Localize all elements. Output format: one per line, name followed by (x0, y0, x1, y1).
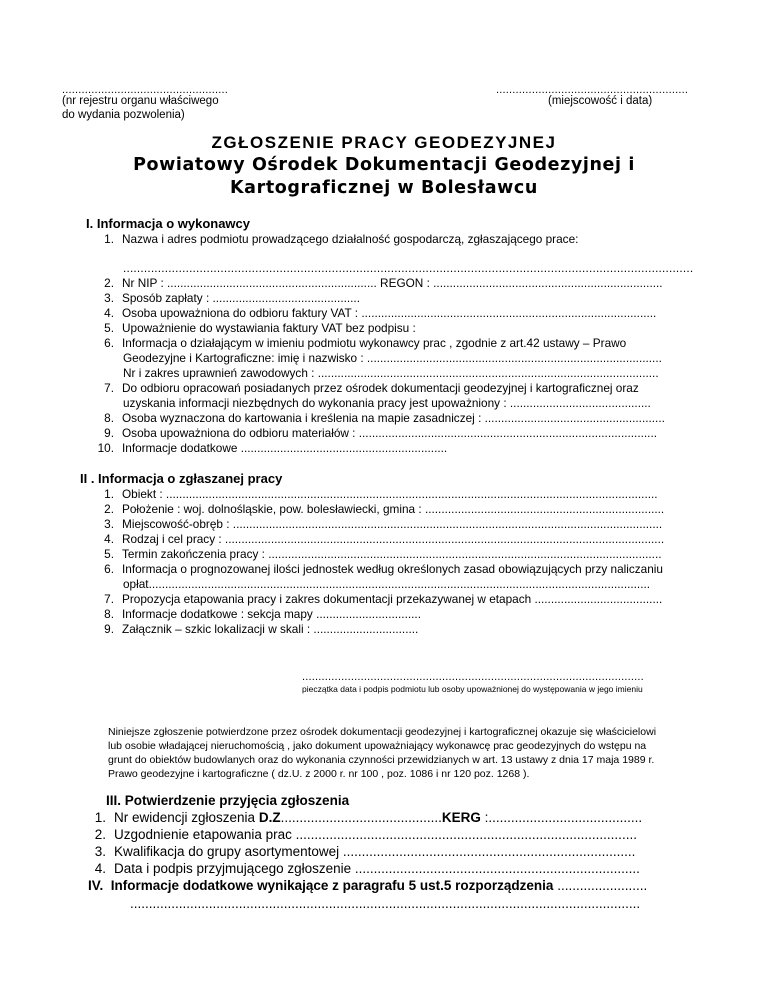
s1-item-9: 9. Osoba upoważniona do odbioru materiałów : ........................................................................................... (104, 426, 657, 440)
s2-item-6-cont: opłat......................................................................................................................................................... (123, 577, 651, 591)
section-4-dots: ........................................................................................................................................ (130, 896, 641, 911)
register-number-label-2: do wydania pozwolenia) (62, 109, 185, 121)
section-2-heading: II . Informacja o zgłaszanej pracy (80, 471, 283, 486)
s3-item-3: 3. Kwalifikacja do grupy asortymentowej .............................................................................. (94, 844, 636, 859)
section-4-heading: Informacje dodatkowe wynikające z paragrafu 5 ust.5 rozporządzenia (110, 878, 554, 893)
s2-item-5: 5. Termin zakończenia pracy : ........................................................................................................................ (104, 547, 662, 561)
s2-item-6: 6. Informacja o prognozowanej ilości jednostek według określonych zasad obowiązujących przy naliczaniu (104, 562, 663, 576)
section-1-heading: I. Informacja o wykonawcy (86, 216, 250, 231)
s3-item-4: 4. Data i podpis przyjmującego zgłoszenie ............................................................................ (94, 861, 640, 876)
s1-item-2: 2. Nr NIP : ................................................................ REGON : ...................................................................... (104, 276, 663, 290)
place-date-dots: ........................................................... (496, 84, 689, 96)
register-number-dots: ................................................... (62, 84, 229, 96)
s1-item-7-cont: uzyskania informacji niezbędnych do wykonania pracy jest upoważniony : ........................................... (123, 396, 651, 410)
s1-item-6-license: Nr i zakres uprawnień zawodowych : ........................................................................................................ (123, 366, 659, 380)
s1-item-6-name: Geodezyjne i Kartograficzne: imię i nazwisko : .......................................................................................... (123, 351, 662, 365)
s1-item-1: 1. Nazwa i adres podmiotu prowadzącego działalność gospodarczą, zgłaszającego prace: (104, 232, 579, 246)
signature-dots: ......................................................................................................... (302, 671, 644, 683)
notice-line-3: grunt do obiektów budowlanych oraz do wykonania czynności przewidzianych w art. 13 ustawy z dnia 17 maja 1989 r. (108, 754, 655, 766)
s2-item-8: 8. Informacje dodatkowe : sekcja mapy ................................ (104, 607, 421, 621)
notice-line-4: Prawo geodezyjne i kartograficzne ( dz.U. z 2000 r. nr 100 , poz. 1086 i nr 120 poz. 1268 ). (108, 768, 530, 780)
s1-item-4: 4. Osoba upoważniona do odbioru faktury VAT : .......................................................................................... (104, 306, 657, 320)
notice-line-1: Niniejsze zgłoszenie potwierdzone przez ośrodek dokumentacji geodezyjnej i kartograficznej okazuje się właścicielowi (108, 726, 657, 738)
s2-item-1: 1. Obiekt : ...................................................................................................................................................... (104, 487, 658, 501)
s1-item-3: 3. Sposób zapłaty : ............................................. (104, 291, 360, 305)
s1-item-7: 7. Do odbioru opracowań posiadanych przez ośrodek dokumentacji geodezyjnej i kartograficznej oraz (104, 381, 639, 395)
s2-item-3: 3. Miejscowość-obręb : ................................................................................................................................... (104, 517, 663, 531)
s2-item-2: 2. Położenie : woj. dolnośląskie, pow. bolesławiecki, gmina : ......................................................................... (104, 502, 665, 516)
s3-item-1: 1. Nr ewidencji zgłoszenia D.Z...........................................KERG :......................................... (94, 810, 643, 825)
document-title: ZGŁOSZENIE PRACY GEODEZYJNEJ (211, 133, 557, 152)
section-4: IV. Informacje dodatkowe wynikające z paragrafu 5 ust.5 rozporządzenia ........................ (88, 878, 648, 893)
place-date-label: (miejscowość i data) (548, 95, 653, 107)
s1-item-1-dots: .................................................................................................................................................................... (123, 261, 694, 275)
section-3-heading: III. Potwierdzenie przyjęcia zgłoszenia (106, 793, 350, 808)
s3-item-2: 2. Uzgodnienie etapowania prac ........................................................................................... (94, 827, 637, 842)
s1-item-6: 6. Informacja o działającym w imieniu podmiotu wykonawcy prac , zgodnie z art.42 ustawy – Prawo (104, 336, 627, 350)
register-number-label: (nr rejestru organu właściwego (62, 95, 219, 107)
office-name-line-2: Kartograficznej w Bolesławcu (230, 178, 538, 198)
s1-item-10: 10. Informacje dodatkowe ............................................................... (97, 441, 448, 455)
section-4-num: IV. (88, 878, 104, 893)
signature-label: pieczątka data i podpis podmiotu lub osoby upoważnionej do występowania w jego imieniu (302, 684, 643, 694)
s1-item-5: 5. Upoważnienie do wystawiania faktury VAT bez podpisu : (104, 321, 416, 335)
office-name-line-1: Powiatowy Ośrodek Dokumentacji Geodezyjnej i (133, 155, 635, 175)
s2-item-4: 4. Rodzaj i cel pracy : ...................................................................................................................................... (104, 532, 665, 546)
s2-item-7: 7. Propozycja etapowania pracy i zakres dokumentacji przekazywanej w etapach ....................................... (104, 592, 663, 606)
notice-line-2: lub osobie władającej nieruchomością , jako dokument upoważniający wykonawcę prac geodezyjnych do wstępu na (108, 740, 647, 752)
s2-item-9: 9. Załącznik – szkic lokalizacji w skali : ................................ (104, 622, 419, 636)
s1-item-8: 8. Osoba wyznaczona do kartowania i kreślenia na mapie zasadniczej : ....................................................... (104, 411, 665, 425)
